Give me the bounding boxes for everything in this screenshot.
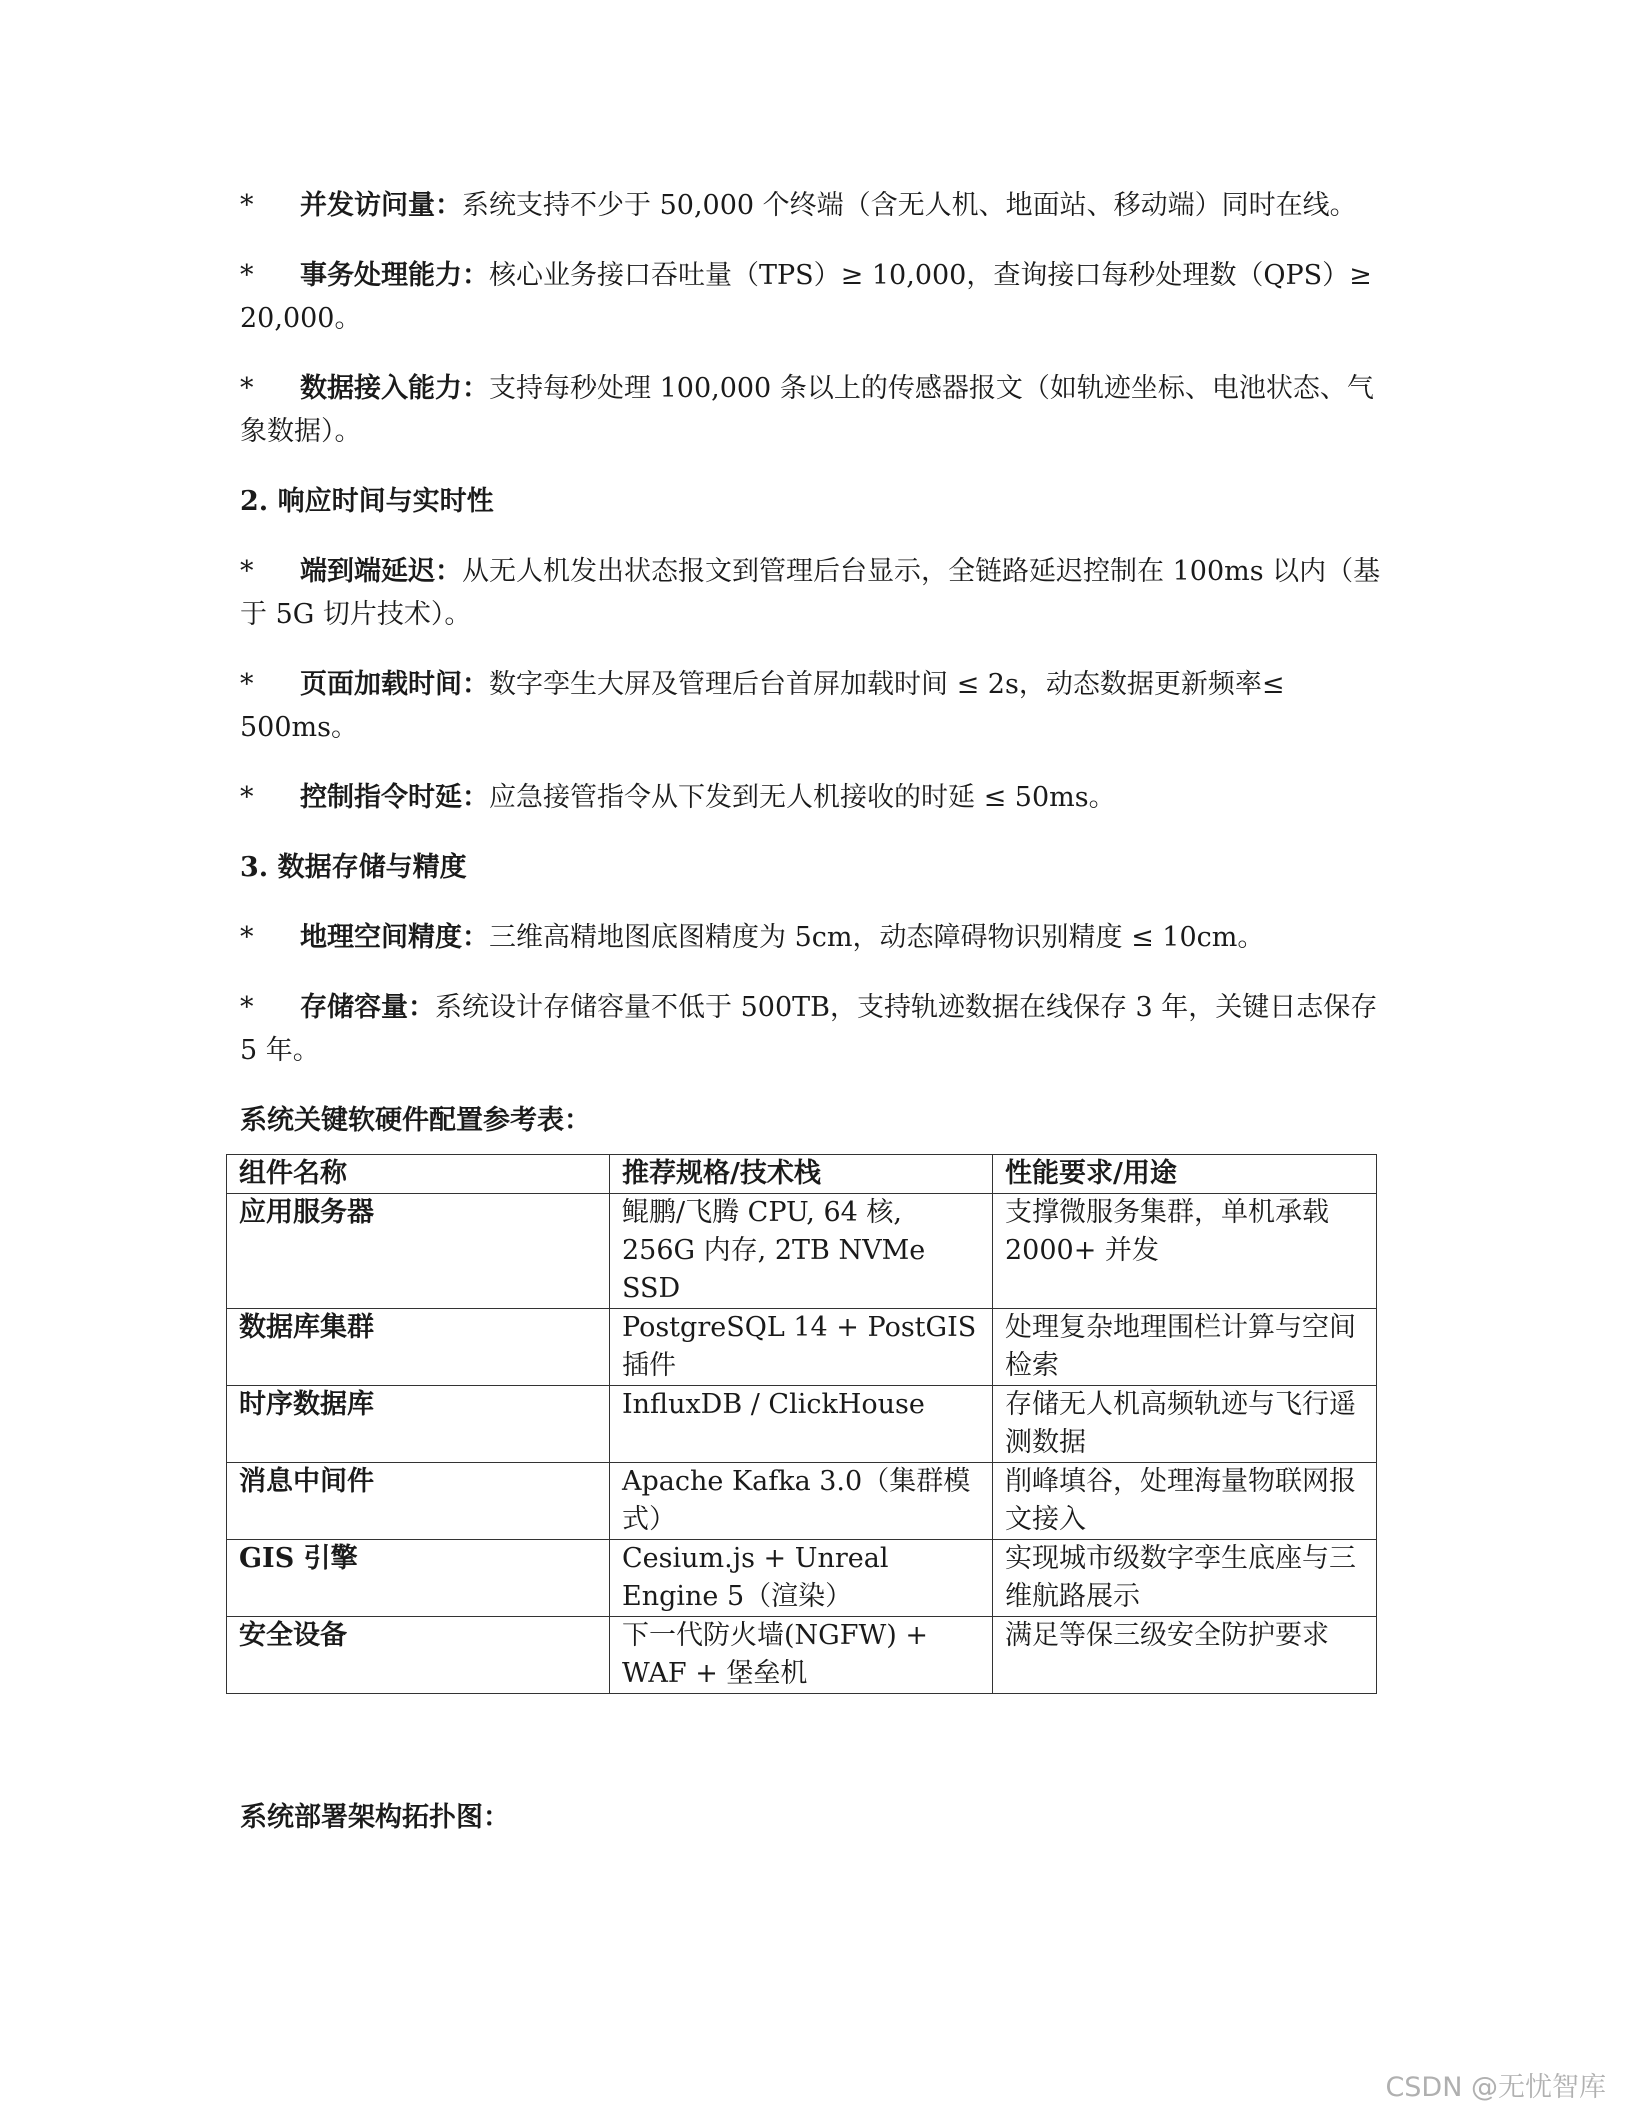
- table-cell: InfluxDB / ClickHouse: [610, 1386, 993, 1463]
- table-cell: 削峰填谷，处理海量物联网报文接入: [993, 1463, 1377, 1540]
- table-cell: GIS 引擎: [227, 1540, 610, 1617]
- bullet-control-delay: [240, 776, 1390, 819]
- bullet-title: 端到端延迟：: [300, 556, 462, 587]
- table-header-row: [227, 1155, 1377, 1194]
- bullet-marker: *: [240, 556, 254, 587]
- table-cell: PostgreSQL 14 + PostGIS 插件: [610, 1309, 993, 1386]
- table-row: [227, 1194, 1377, 1309]
- bullet-data-ingest: [240, 367, 1390, 453]
- bullet-text: 从无人机发出状态报文到管理后台显示，全链路延迟控制在 100ms 以内（基于 5G 切片技术）。: [240, 556, 1381, 630]
- table-row: [227, 1386, 1377, 1463]
- bullet-text: 三维高精地图底图精度为 5cm，动态障碍物识别精度 ≤ 10cm。: [489, 922, 1265, 953]
- table-cell: 鲲鹏/飞腾 CPU, 64 核, 256G 内存, 2TB NVMe SSD: [610, 1194, 993, 1309]
- bullet-text: 应急接管指令从下发到无人机接收的时延 ≤ 50ms。: [489, 782, 1116, 813]
- bullet-title: 页面加载时间：: [300, 669, 489, 700]
- document-body: [240, 184, 1390, 1694]
- bullet-marker: *: [240, 190, 254, 221]
- bullet-page-load: [240, 663, 1390, 749]
- table-header-cell: 性能要求/用途: [993, 1155, 1377, 1194]
- bullet-marker: *: [240, 373, 254, 404]
- bullet-text: 支持每秒处理 100,000 条以上的传感器报文（如轨迹坐标、电池状态、气象数据）。: [240, 373, 1374, 447]
- bullet-marker: *: [240, 992, 254, 1023]
- bullet-transaction: [240, 254, 1390, 340]
- table-row: [227, 1309, 1377, 1386]
- bullet-storage-capacity: [240, 986, 1390, 1072]
- bullet-title: 事务处理能力：: [300, 260, 489, 291]
- bullet-list-capacity: [240, 184, 1390, 453]
- table-cell: 存储无人机高频轨迹与飞行遥测数据: [993, 1386, 1377, 1463]
- bullet-list-storage: [240, 916, 1390, 1072]
- bullet-geo-precision: [240, 916, 1390, 959]
- config-table: [226, 1154, 1377, 1694]
- table-cell: 数据库集群: [227, 1309, 610, 1386]
- bullet-title: 地理空间精度：: [300, 922, 489, 953]
- watermark: CSDN @无忧智库: [1385, 2072, 1606, 2103]
- table-cell: 时序数据库: [227, 1386, 610, 1463]
- table-row: [227, 1540, 1377, 1617]
- bullet-text: 系统设计存储容量不低于 500TB，支持轨迹数据在线保存 3 年，关键日志保存 5 年。: [240, 992, 1378, 1066]
- section-heading-storage: 3. 数据存储与精度: [240, 852, 467, 883]
- bullet-marker: *: [240, 669, 254, 700]
- table-cell: Cesium.js + Unreal Engine 5（渲染）: [610, 1540, 993, 1617]
- table-cell: 下一代防火墙(NGFW) + WAF + 堡垒机: [610, 1617, 993, 1694]
- bullet-text: 核心业务接口吞吐量（TPS）≥ 10,000，查询接口每秒处理数（QPS）≥ 20,000。: [240, 260, 1372, 334]
- topology-caption: 系统部署架构拓扑图：: [240, 1802, 510, 1833]
- table-cell: 处理复杂地理围栏计算与空间检索: [993, 1309, 1377, 1386]
- table-cell: 实现城市级数字孪生底座与三维航路展示: [993, 1540, 1377, 1617]
- bullet-latency: [240, 550, 1390, 636]
- table-cell: 支撑微服务集群，单机承载 2000+ 并发: [993, 1194, 1377, 1309]
- bullet-title: 控制指令时延：: [300, 782, 489, 813]
- bullet-title: 并发访问量：: [300, 190, 462, 221]
- bullet-marker: *: [240, 922, 254, 953]
- table-row: [227, 1617, 1377, 1694]
- table-cell: 应用服务器: [227, 1194, 610, 1309]
- bullet-marker: *: [240, 260, 254, 291]
- table-cell: 满足等保三级安全防护要求: [993, 1617, 1377, 1694]
- table-header-cell: 推荐规格/技术栈: [610, 1155, 993, 1194]
- table-row: [227, 1463, 1377, 1540]
- table-cell: 安全设备: [227, 1617, 610, 1694]
- table-caption: 系统关键软硬件配置参考表：: [240, 1105, 591, 1136]
- table-header-cell: 组件名称: [227, 1155, 610, 1194]
- bullet-title: 存储容量：: [300, 992, 435, 1023]
- section-heading-response: 2. 响应时间与实时性: [240, 486, 494, 517]
- bullet-marker: *: [240, 782, 254, 813]
- bullet-title: 数据接入能力：: [300, 373, 489, 404]
- table-cell: 消息中间件: [227, 1463, 610, 1540]
- bullet-text: 数字孪生大屏及管理后台首屏加载时间 ≤ 2s，动态数据更新频率≤ 500ms。: [240, 669, 1285, 743]
- bullet-concurrency: [240, 184, 1390, 227]
- bullet-text: 系统支持不少于 50,000 个终端（含无人机、地面站、移动端）同时在线。: [462, 190, 1357, 221]
- table-cell: Apache Kafka 3.0（集群模式）: [610, 1463, 993, 1540]
- bullet-list-response: [240, 550, 1390, 819]
